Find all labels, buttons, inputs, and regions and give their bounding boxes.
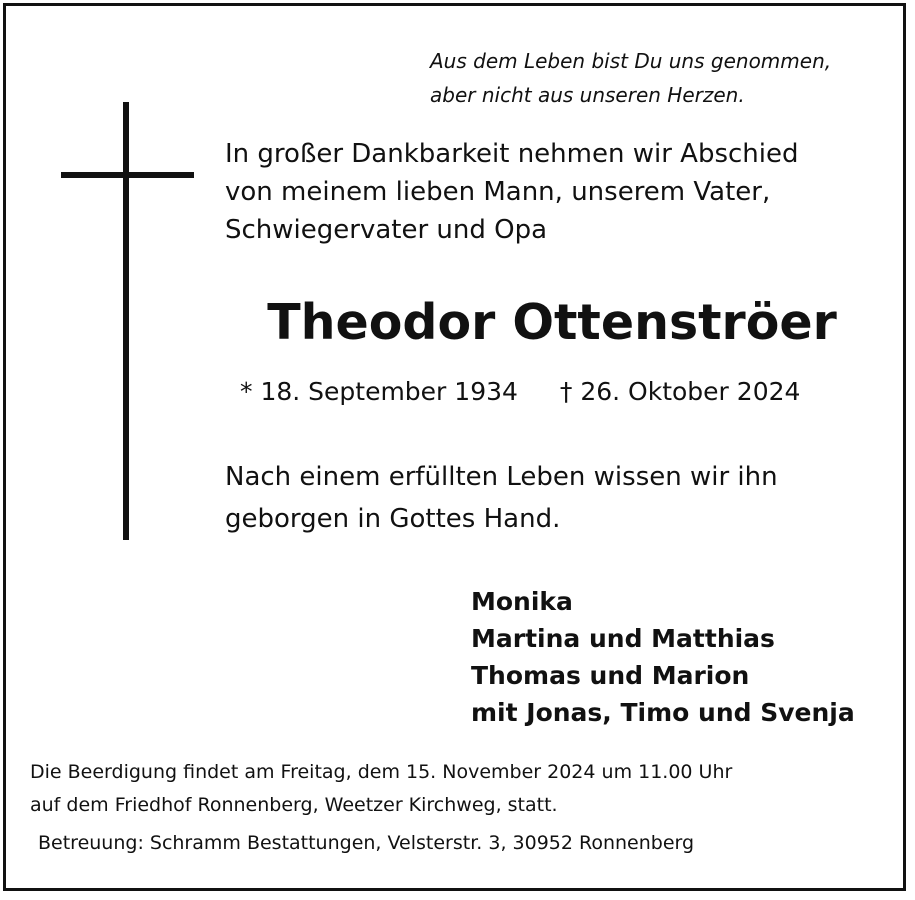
intro-text xyxy=(225,135,885,249)
closing-text xyxy=(225,456,885,540)
intro-line: von meinem lieben Mann, unserem Vater, xyxy=(225,177,771,207)
mourner-entry: Monika xyxy=(471,587,573,616)
motto-quote xyxy=(430,44,831,112)
life-dates xyxy=(240,374,800,410)
burial-line: auf dem Friedhof Ronnenberg, Weetzer Kirchweg, statt. xyxy=(30,794,558,816)
burial-line: Die Beerdigung findet am Freitag, dem 15. November 2024 um 11.00 Uhr xyxy=(30,761,733,783)
cross-vertical-bar xyxy=(123,102,129,540)
motto-line: Aus dem Leben bist Du uns genommen, xyxy=(430,49,832,73)
closing-line: geborgen in Gottes Hand. xyxy=(225,504,561,534)
mourner-entry: Martina und Matthias xyxy=(471,624,775,653)
intro-line: Schwiegervater und Opa xyxy=(225,215,548,245)
closing-line: Nach einem erfüllten Leben wissen wir ihn xyxy=(225,462,778,492)
birth-date: * 18. September 1934 xyxy=(240,377,518,406)
mourners-list xyxy=(471,583,855,731)
mourner-entry: Thomas und Marion xyxy=(471,661,750,690)
cross-horizontal-bar xyxy=(61,172,194,178)
death-date: † 26. Oktober 2024 xyxy=(559,377,801,406)
deceased-name: Theodor Ottenströer xyxy=(267,294,837,351)
burial-notice xyxy=(30,756,732,822)
motto-line: aber nicht aus unseren Herzen. xyxy=(430,83,745,107)
funeral-home-info: Betreuung: Schramm Bestattungen, Velsterstr. 3, 30952 Ronnenberg xyxy=(38,832,695,854)
intro-line: In großer Dankbarkeit nehmen wir Abschied xyxy=(225,139,799,169)
mourner-entry: mit Jonas, Timo und Svenja xyxy=(471,698,855,727)
